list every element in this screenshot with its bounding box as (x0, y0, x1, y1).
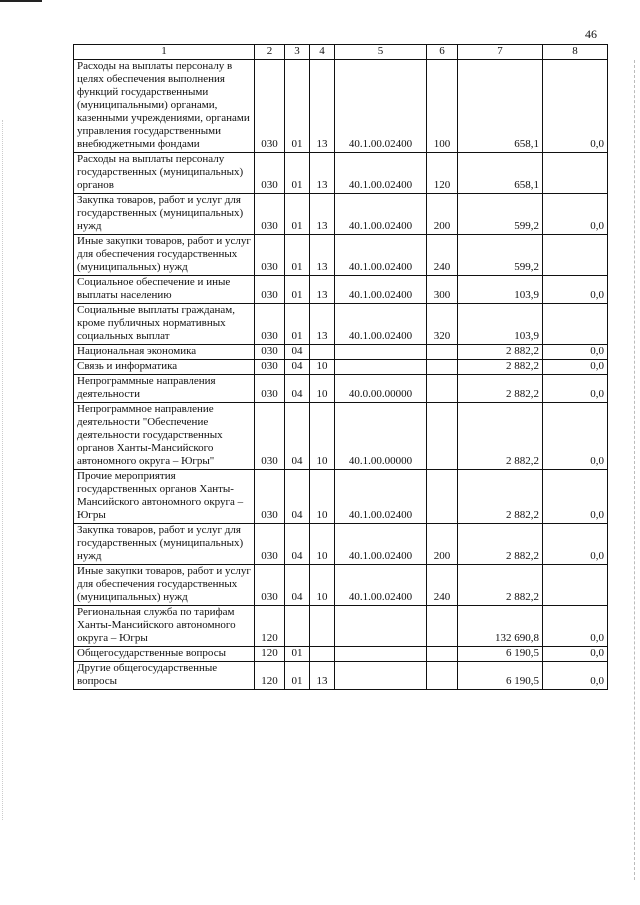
table-row (74, 524, 608, 565)
cell-expense-type: 240 (427, 235, 458, 276)
cell-target-article: 40.1.00.02400 (335, 60, 427, 153)
cell-expense-type (427, 375, 458, 403)
cell-expense-type (427, 606, 458, 647)
cell-subsection: 10 (310, 360, 335, 375)
cell-section: 01 (285, 235, 310, 276)
cell-section: 01 (285, 153, 310, 194)
cell-amount: 2 882,2 (458, 470, 543, 524)
table-row (74, 403, 608, 470)
cell-amount: 2 882,2 (458, 375, 543, 403)
cell-subsection: 10 (310, 470, 335, 524)
row-name: Непрограммные направления деятельности (74, 375, 255, 403)
cell-amount: 599,2 (458, 194, 543, 235)
cell-subsection: 13 (310, 153, 335, 194)
column-header-3: 3 (285, 45, 310, 60)
row-name: Социальное обеспечение и иные выплаты населению (74, 276, 255, 304)
table-row (74, 662, 608, 690)
cell-subsection: 10 (310, 403, 335, 470)
cell-amount: 6 190,5 (458, 647, 543, 662)
cell-target-article (335, 345, 427, 360)
cell-amount: 2 882,2 (458, 524, 543, 565)
cell-subsection (310, 345, 335, 360)
cell-amount: 103,9 (458, 276, 543, 304)
cell-secondary-amount (543, 235, 608, 276)
cell-secondary-amount: 0,0 (543, 194, 608, 235)
cell-subsection: 13 (310, 60, 335, 153)
cell-ministry-code: 030 (255, 565, 285, 606)
cell-target-article: 40.1.00.02400 (335, 194, 427, 235)
cell-target-article (335, 647, 427, 662)
cell-target-article: 40.1.00.02400 (335, 276, 427, 304)
row-name: Связь и информатика (74, 360, 255, 375)
column-header-2: 2 (255, 45, 285, 60)
column-header-5: 5 (335, 45, 427, 60)
column-header-7: 7 (458, 45, 543, 60)
cell-secondary-amount: 0,0 (543, 345, 608, 360)
cell-expense-type: 120 (427, 153, 458, 194)
cell-target-article: 40.1.00.02400 (335, 565, 427, 606)
cell-ministry-code: 030 (255, 470, 285, 524)
cell-section: 04 (285, 375, 310, 403)
cell-ministry-code: 030 (255, 304, 285, 345)
table-row (74, 194, 608, 235)
cell-secondary-amount (543, 304, 608, 345)
table-row (74, 565, 608, 606)
cell-secondary-amount (543, 153, 608, 194)
cell-expense-type: 320 (427, 304, 458, 345)
scan-left-edge (2, 120, 4, 820)
row-name: Закупка товаров, работ и услуг для государственных (муниципальных) нужд (74, 194, 255, 235)
cell-section: 04 (285, 403, 310, 470)
cell-ministry-code: 030 (255, 60, 285, 153)
cell-target-article: 40.1.00.02400 (335, 153, 427, 194)
cell-secondary-amount: 0,0 (543, 360, 608, 375)
row-name: Другие общегосударственные вопросы (74, 662, 255, 690)
cell-ministry-code: 030 (255, 403, 285, 470)
row-name: Прочие мероприятия государственных органов Ханты-Мансийского автономного округа – Югры (74, 470, 255, 524)
cell-target-article (335, 360, 427, 375)
cell-ministry-code: 120 (255, 662, 285, 690)
cell-ministry-code: 030 (255, 276, 285, 304)
table-row (74, 360, 608, 375)
cell-ministry-code: 030 (255, 345, 285, 360)
cell-amount: 2 882,2 (458, 403, 543, 470)
cell-section: 04 (285, 565, 310, 606)
table-row (74, 153, 608, 194)
table-row (74, 60, 608, 153)
cell-section: 04 (285, 470, 310, 524)
cell-section: 01 (285, 304, 310, 345)
cell-amount: 132 690,8 (458, 606, 543, 647)
cell-subsection: 10 (310, 565, 335, 606)
cell-ministry-code: 030 (255, 360, 285, 375)
row-name: Региональная служба по тарифам Ханты-Мансийского автономного округа – Югры (74, 606, 255, 647)
cell-ministry-code: 030 (255, 194, 285, 235)
cell-expense-type: 200 (427, 524, 458, 565)
page-number: 46 (585, 27, 597, 41)
cell-ministry-code: 030 (255, 375, 285, 403)
cell-target-article: 40.0.00.00000 (335, 375, 427, 403)
cell-subsection: 13 (310, 194, 335, 235)
cell-amount: 6 190,5 (458, 662, 543, 690)
cell-amount: 2 882,2 (458, 565, 543, 606)
row-name: Непрограммное направление деятельности "Обеспечение деятельности государственных органов Ханты-Мансийского автономного округа – Югры" (74, 403, 255, 470)
table-row (74, 606, 608, 647)
cell-amount: 599,2 (458, 235, 543, 276)
row-name: Общегосударственные вопросы (74, 647, 255, 662)
cell-secondary-amount: 0,0 (543, 375, 608, 403)
cell-ministry-code: 120 (255, 647, 285, 662)
column-header-8: 8 (543, 45, 608, 60)
cell-target-article: 40.1.00.02400 (335, 524, 427, 565)
cell-secondary-amount: 0,0 (543, 662, 608, 690)
cell-amount: 2 882,2 (458, 345, 543, 360)
cell-section: 04 (285, 360, 310, 375)
table-row (74, 276, 608, 304)
cell-secondary-amount: 0,0 (543, 524, 608, 565)
cell-secondary-amount: 0,0 (543, 647, 608, 662)
cell-subsection (310, 606, 335, 647)
cell-amount: 658,1 (458, 153, 543, 194)
column-header-6: 6 (427, 45, 458, 60)
cell-ministry-code: 030 (255, 153, 285, 194)
column-header-1: 1 (74, 45, 255, 60)
cell-secondary-amount: 0,0 (543, 60, 608, 153)
table-row (74, 304, 608, 345)
cell-secondary-amount: 0,0 (543, 276, 608, 304)
row-name: Закупка товаров, работ и услуг для государственных (муниципальных) нужд (74, 524, 255, 565)
cell-expense-type: 200 (427, 194, 458, 235)
cell-expense-type (427, 403, 458, 470)
cell-target-article: 40.1.00.00000 (335, 403, 427, 470)
cell-secondary-amount: 0,0 (543, 403, 608, 470)
row-name: Национальная экономика (74, 345, 255, 360)
cell-ministry-code: 120 (255, 606, 285, 647)
cell-subsection: 13 (310, 235, 335, 276)
table-header (74, 45, 608, 60)
header-row (74, 45, 608, 60)
table-row (74, 235, 608, 276)
cell-section: 01 (285, 647, 310, 662)
cell-section: 04 (285, 345, 310, 360)
cell-amount: 103,9 (458, 304, 543, 345)
cell-target-article: 40.1.00.02400 (335, 470, 427, 524)
table-row (74, 470, 608, 524)
cell-ministry-code: 030 (255, 524, 285, 565)
cell-expense-type (427, 662, 458, 690)
cell-target-article (335, 606, 427, 647)
row-name: Социальные выплаты гражданам, кроме публичных нормативных социальных выплат (74, 304, 255, 345)
cell-expense-type (427, 647, 458, 662)
table-body (74, 60, 608, 690)
column-header-4: 4 (310, 45, 335, 60)
cell-section: 04 (285, 524, 310, 565)
cell-expense-type (427, 470, 458, 524)
cell-target-article: 40.1.00.02400 (335, 235, 427, 276)
cell-secondary-amount (543, 565, 608, 606)
budget-table (73, 44, 608, 690)
scan-corner-mark (0, 0, 42, 2)
scan-right-edge (634, 60, 636, 880)
cell-secondary-amount: 0,0 (543, 606, 608, 647)
cell-subsection (310, 647, 335, 662)
cell-amount: 658,1 (458, 60, 543, 153)
cell-expense-type: 100 (427, 60, 458, 153)
cell-secondary-amount: 0,0 (543, 470, 608, 524)
table-row (74, 647, 608, 662)
cell-target-article (335, 662, 427, 690)
cell-subsection: 10 (310, 375, 335, 403)
row-name: Иные закупки товаров, работ и услуг для обеспечения государственных (муниципальных) нужд (74, 565, 255, 606)
cell-section: 01 (285, 194, 310, 235)
cell-subsection: 13 (310, 304, 335, 345)
cell-expense-type (427, 360, 458, 375)
cell-amount: 2 882,2 (458, 360, 543, 375)
row-name: Иные закупки товаров, работ и услуг для обеспечения государственных (муниципальных) нужд (74, 235, 255, 276)
cell-target-article: 40.1.00.02400 (335, 304, 427, 345)
cell-subsection: 13 (310, 276, 335, 304)
cell-section: 01 (285, 276, 310, 304)
table-row (74, 345, 608, 360)
cell-subsection: 13 (310, 662, 335, 690)
cell-ministry-code: 030 (255, 235, 285, 276)
cell-section: 01 (285, 60, 310, 153)
table-row (74, 375, 608, 403)
cell-section (285, 606, 310, 647)
row-name: Расходы на выплаты персоналу государственных (муниципальных) органов (74, 153, 255, 194)
cell-subsection: 10 (310, 524, 335, 565)
cell-expense-type: 300 (427, 276, 458, 304)
row-name: Расходы на выплаты персоналу в целях обеспечения выполнения функций государственными (муниципальными) органами, казенными учреждениями, органами управления государственными внебюджетными фондами (74, 60, 255, 153)
cell-expense-type (427, 345, 458, 360)
cell-expense-type: 240 (427, 565, 458, 606)
cell-section: 01 (285, 662, 310, 690)
